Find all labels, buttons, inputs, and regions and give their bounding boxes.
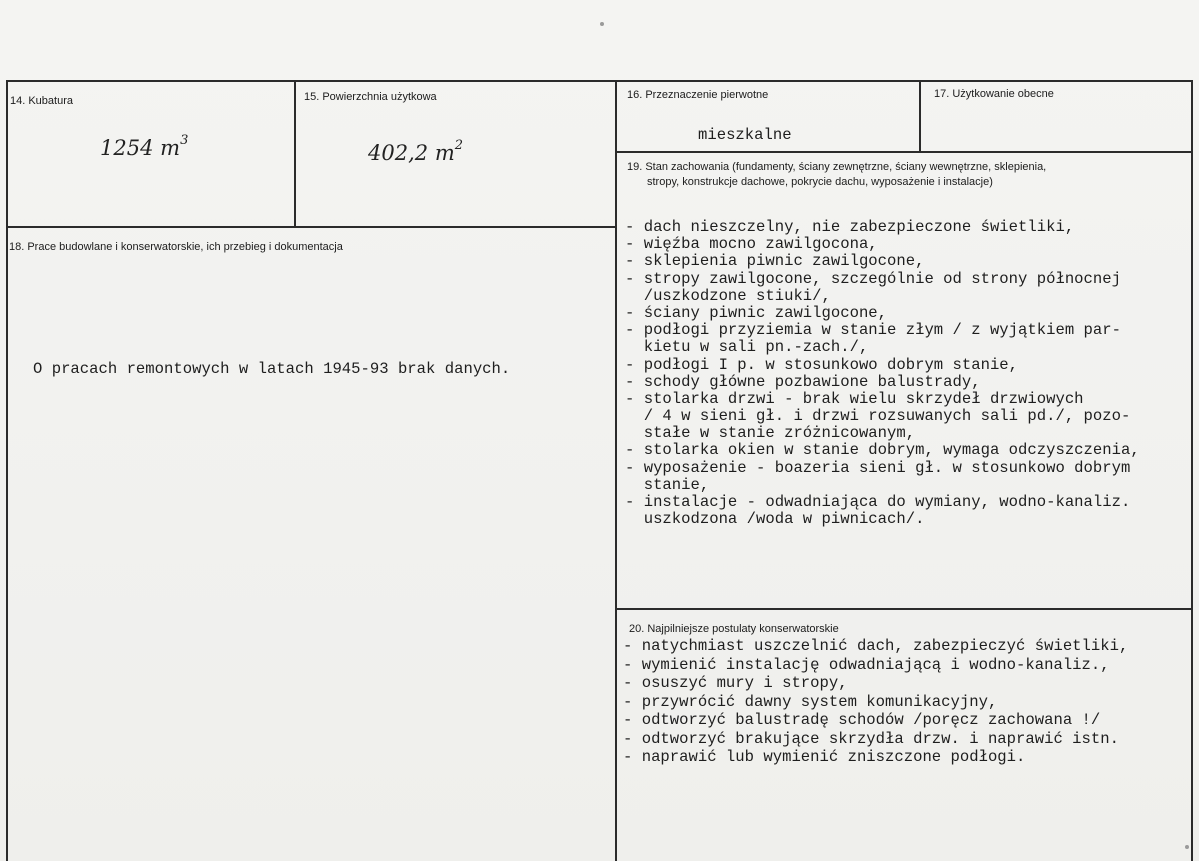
stan-line: - stolarka okien w stanie dobrym, wymaga odczyszczenia, [625,441,1140,460]
postulaty-line: - osuszyć mury i stropy, [623,674,848,692]
stan-line: - więźba mocno zawilgocona, [625,235,878,254]
rule-under-19 [616,608,1193,610]
top-rule [6,80,1193,82]
postulaty-line: - natychmiast uszczelnić dach, zabezpieczyć świetliki, [623,637,1129,655]
powierzchnia-value [368,138,464,165]
kubatura-value [100,133,189,160]
divider-16-17 [919,80,921,152]
stan-line: stanie, [625,475,710,494]
stan-line: - stolarka drzwi - brak wielu skrzydeł drzwiowych [625,389,1084,408]
stan-label-line2: stropy, konstrukcje dachowe, pokrycie dachu, wyposażenie i instalacje) [647,176,993,188]
uzytkowanie-label: 17. Użytkowanie obecne [934,88,1054,100]
divider-14-15 [294,80,296,227]
przeznaczenie-label: 16. Przeznaczenie pierwotne [627,89,769,101]
stan-line: - ściany piwnic zawilgocone, [625,303,888,322]
stan-line: - podłogi przyziemia w stanie złym / z wyjątkiem par- [625,321,1121,340]
postulaty-list [623,637,1128,767]
powierzchnia-label: 15. Powierzchnia użytkowa [304,91,437,103]
speck [1185,845,1189,849]
speck [600,22,604,26]
stan-line: kietu w sali pn.-zach./, [625,338,869,357]
kubatura-exponent: 3 [180,133,189,148]
right-border [1191,80,1193,861]
postulaty-line: - odtworzyć balustradę schodów /poręcz zachowana !/ [623,711,1101,729]
kubatura-unit: m [160,136,181,160]
stan-line: / 4 w sieni gł. i drzwi rozsuwanych sali pd./, pozo- [625,407,1131,426]
stan-line: - wyposażenie - boazeria sieni gł. w stosunkowo dobrym [625,458,1131,477]
stan-line: - podłogi I p. w stosunkowo dobrym stanie, [625,355,1019,374]
stan-line: stałe w stanie zróżnicowanym, [625,424,916,443]
stan-line: - schody główne pozbawione balustrady, [625,372,981,391]
stan-line: /uszkodzone stiuki/, [625,286,831,305]
prace-label: 18. Prace budowlane i konserwatorskie, ich przebieg i dokumentacja [9,241,343,253]
postulaty-line: - naprawić lub wymienić zniszczone podłogi. [623,748,1026,766]
center-divider [615,80,617,861]
kubatura-number: 1254 [100,136,154,160]
przeznaczenie-value: mieszkalne [698,126,792,144]
postulaty-line: - wymienić instalację odwadniającą i wodno-kanaliz., [623,655,1110,674]
kubatura-label: 14. Kubatura [10,95,73,107]
powierzchnia-exponent: 2 [454,138,464,153]
stan-line: - sklepienia piwnic zawilgocone, [625,252,925,271]
rule-under-14-15 [6,226,616,228]
stan-line: - instalacje - odwadniająca do wymiany, wodno-kanaliz. [625,493,1131,511]
rule-under-16-17 [616,151,1193,153]
prace-value: O pracach remontowych w latach 1945-93 brak danych. [33,360,511,378]
postulaty-line: - przywrócić dawny system komunikacyjny, [623,692,998,711]
stan-label-line1: 19. Stan zachowania (fundamenty, ściany zewnętrzne, ściany wewnętrzne, sklepienia, [627,161,1047,173]
left-border [6,80,8,861]
postulaty-label: 20. Najpilniejsze postulaty konserwatorskie [629,623,839,635]
powierzchnia-unit: m [434,141,455,165]
stan-line: - dach nieszczelny, nie zabezpieczone świetliki, [625,218,1075,236]
powierzchnia-number: 402,2 [368,141,429,165]
stan-list [625,219,1140,528]
postulaty-line: - odtworzyć brakujące skrzydła drzw. i naprawić istn. [623,729,1119,748]
stan-line: - stropy zawilgocone, szczególnie od strony północnej [625,269,1121,288]
stan-line: uszkodzona /woda w piwnicach/. [625,510,925,529]
